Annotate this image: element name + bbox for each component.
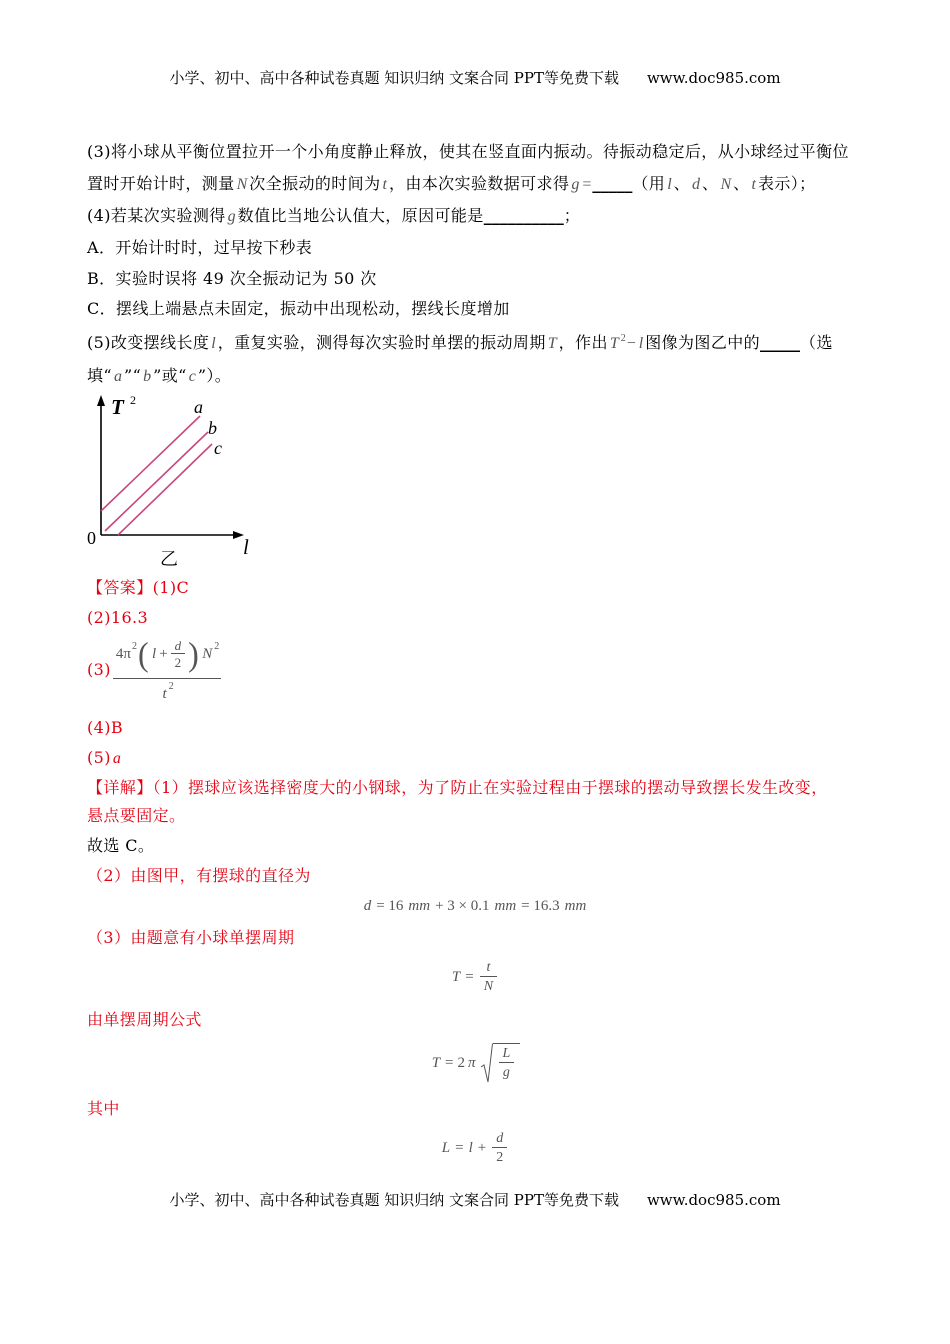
L-over-g-fraction <box>499 1045 515 1081</box>
option-a: A．开始计时时，过早按下秒表 <box>87 238 313 257</box>
answer-4: (4)B <box>87 718 124 737</box>
eq-term: = 16 <box>376 897 404 914</box>
option-b: B．实验时误将 49 次全振动记为 50 次 <box>87 269 377 288</box>
var-d: d <box>692 176 701 193</box>
explanation-formula-intro: 由单摆周期公式 <box>87 1010 202 1029</box>
var-l: l <box>152 645 157 662</box>
fraction-denominator <box>499 1062 515 1081</box>
q5-text: 填“ <box>87 366 112 385</box>
diameter-equation <box>0 895 950 917</box>
line-b-label: b <box>208 418 217 438</box>
answer-3-label: (3) <box>87 660 111 679</box>
answer-3-fraction <box>113 636 221 705</box>
header-text: 小学、初中、高中各种试卷真题 知识归纳 文案合同 PPT等免费下载 <box>169 69 619 87</box>
origin-label: 0 <box>87 528 96 548</box>
answer-blank: _____ <box>760 333 801 352</box>
var-t: t <box>486 960 491 975</box>
eq-term: + 3 × 0.1 <box>435 897 490 914</box>
var-g: g <box>502 1065 510 1080</box>
line-c-label: c <box>214 438 222 458</box>
unit-mm: mm <box>494 897 517 914</box>
fraction-numerator <box>492 1130 507 1147</box>
var-L: L <box>441 1139 451 1156</box>
var-N: N <box>236 176 248 193</box>
separator: 、 <box>702 174 719 193</box>
answer-1 <box>87 577 189 599</box>
choice-c: c <box>188 368 196 385</box>
q3-text: 次全振动的时间为 <box>249 174 381 193</box>
answer-3 <box>87 634 221 702</box>
pi-symbol: π <box>468 1054 476 1071</box>
choice-a: a <box>113 368 122 385</box>
period-equation <box>0 959 950 995</box>
var-d: d <box>363 897 372 914</box>
answer-blank: __________ <box>483 206 564 225</box>
equals-sign: = <box>465 968 474 985</box>
separator: 、 <box>733 174 750 193</box>
plus-sign: + <box>159 645 168 662</box>
y-axis-arrow <box>97 395 105 406</box>
left-paren: ( <box>137 634 150 673</box>
q5-line-2 <box>87 365 231 388</box>
answer-tag: 【答案】 <box>87 578 153 597</box>
q5-text: 图像为图乙中的 <box>645 333 761 352</box>
graph-exponent: 2 <box>620 333 626 344</box>
length-equation <box>0 1128 950 1168</box>
q5-text: ”或“ <box>153 366 187 385</box>
fraction-numerator <box>482 959 494 976</box>
x-axis-label: l <box>243 535 249 559</box>
q4-text: (4)若某次实验测得 <box>87 206 226 225</box>
q5-text: ，作出 <box>558 333 608 352</box>
var-l: l <box>468 1139 473 1156</box>
answer-3-numerator <box>113 636 221 672</box>
line-a <box>101 416 200 511</box>
var-d: d <box>174 637 182 653</box>
number-two: 2 <box>174 654 182 670</box>
q5-text: ”）。 <box>197 366 232 385</box>
fraction-numerator <box>499 1045 515 1062</box>
q3-line-2 <box>87 173 816 196</box>
answer-5-label: (5) <box>87 748 111 767</box>
fraction-denominator <box>480 976 497 995</box>
figure-caption: 乙 <box>160 549 178 569</box>
fraction-numerator <box>171 638 186 653</box>
fraction-denominator <box>492 1147 507 1166</box>
var-l: l <box>211 335 216 352</box>
unit-mm: mm <box>564 897 587 914</box>
q4-text: 数值比当地公认值大，原因可能是 <box>237 206 484 225</box>
answer-5-value: a <box>112 750 121 767</box>
explanation-line-1 <box>87 777 828 799</box>
q4-line <box>87 205 580 228</box>
var-T: T <box>451 968 461 985</box>
t-over-N-fraction <box>480 959 497 995</box>
radical-sign <box>480 1043 493 1084</box>
line-c <box>118 444 212 535</box>
t-exponent: 2 <box>168 680 174 692</box>
explanation-1-text: （1）摆球应该选择密度大的小钢球，为了防止在实验过程由于摆球的摆动导致摆长发生改变， <box>152 778 828 797</box>
half-d-fraction <box>171 638 186 670</box>
var-l: l <box>667 176 672 193</box>
eq-term: = 16.3 <box>521 897 560 914</box>
radicand <box>493 1043 521 1083</box>
answer-2: (2)16.3 <box>87 608 149 627</box>
y-axis-label: T <box>111 395 124 419</box>
fraction-denominator <box>171 653 186 670</box>
figure-yi <box>86 392 261 572</box>
q5-text: （选 <box>800 333 833 352</box>
number-two: 2 <box>496 1150 504 1165</box>
answer-blank: _____ <box>592 174 633 193</box>
explanation-part-2: （2）由图甲，有摆球的直径为 <box>87 866 311 885</box>
number-two: 2 <box>457 1054 465 1071</box>
var-t: t <box>751 176 756 193</box>
footer-site: www.doc985.com <box>646 1191 781 1209</box>
var-N: N <box>483 979 494 994</box>
var-g: g <box>227 208 236 225</box>
q3-text: 表示）； <box>757 174 816 193</box>
var-N: N <box>202 645 213 662</box>
unit-mm: mm <box>408 897 431 914</box>
coefficient-exponent: 2 <box>131 640 137 652</box>
line-a-label: a <box>194 397 203 417</box>
explanation-line-2: 悬点要固定。 <box>87 806 186 825</box>
header-site: www.doc985.com <box>646 69 781 87</box>
square-root <box>480 1043 521 1084</box>
explanation-conclusion: 故选 C。 <box>87 836 155 855</box>
explanation-tag: 【详解】 <box>87 778 153 797</box>
var-T: T <box>547 335 557 352</box>
coefficient: 4π <box>115 645 131 662</box>
q3-text: 置时开始计时，测量 <box>87 174 235 193</box>
pendulum-period-formula <box>0 1040 950 1086</box>
line-b <box>105 432 208 531</box>
explanation-part-3: （3）由题意有小球单摆周期 <box>87 928 295 947</box>
y-axis-exponent: 2 <box>130 393 136 407</box>
q3-text: （用 <box>632 174 666 193</box>
q3-line-1: (3)将小球从平衡位置拉开一个小角度静止释放，使其在竖直面内振动。待振动稳定后，从小球经过平衡位 <box>87 142 849 161</box>
var-T: T <box>431 1054 441 1071</box>
page-header <box>0 67 950 89</box>
footer-text: 小学、初中、高中各种试卷真题 知识归纳 文案合同 PPT等免费下载 <box>169 1191 619 1209</box>
var-t: t <box>382 176 387 193</box>
explanation-where: 其中 <box>87 1099 120 1118</box>
N-exponent: 2 <box>214 640 220 652</box>
var-L: L <box>502 1046 511 1061</box>
var-g: g <box>571 176 580 193</box>
q5-text: (5)改变摆线长度 <box>87 333 210 352</box>
option-c: C．摆线上端悬点未固定，振动中出现松动，摆线长度增加 <box>87 299 510 318</box>
graph-var-T: T <box>609 335 619 352</box>
choice-b: b <box>143 368 152 385</box>
page-footer <box>0 1189 950 1211</box>
graph-var-l: l <box>638 335 644 352</box>
plus-sign: + <box>477 1139 487 1156</box>
equals-sign: = <box>455 1139 464 1156</box>
equals-sign: = <box>445 1054 454 1071</box>
var-d: d <box>496 1131 504 1146</box>
minus-sign: − <box>626 335 636 352</box>
q4-text: ； <box>563 206 581 225</box>
answer-3-denominator <box>113 678 221 705</box>
d-over-2-fraction <box>492 1130 507 1166</box>
var-t: t <box>162 685 167 702</box>
answer-5 <box>87 747 123 770</box>
equals-sign: = <box>582 176 592 193</box>
right-paren: ) <box>188 634 200 673</box>
q5-text: ，重复实验，测得每次实验时单摆的振动周期 <box>217 333 546 352</box>
q5-text: ”“ <box>123 366 142 385</box>
var-N: N <box>720 176 732 193</box>
q5-line-1 <box>87 332 833 357</box>
q3-text: ，由本次实验数据可求得 <box>388 174 570 193</box>
answer-1-text: (1)C <box>152 578 190 597</box>
separator: 、 <box>673 174 691 193</box>
